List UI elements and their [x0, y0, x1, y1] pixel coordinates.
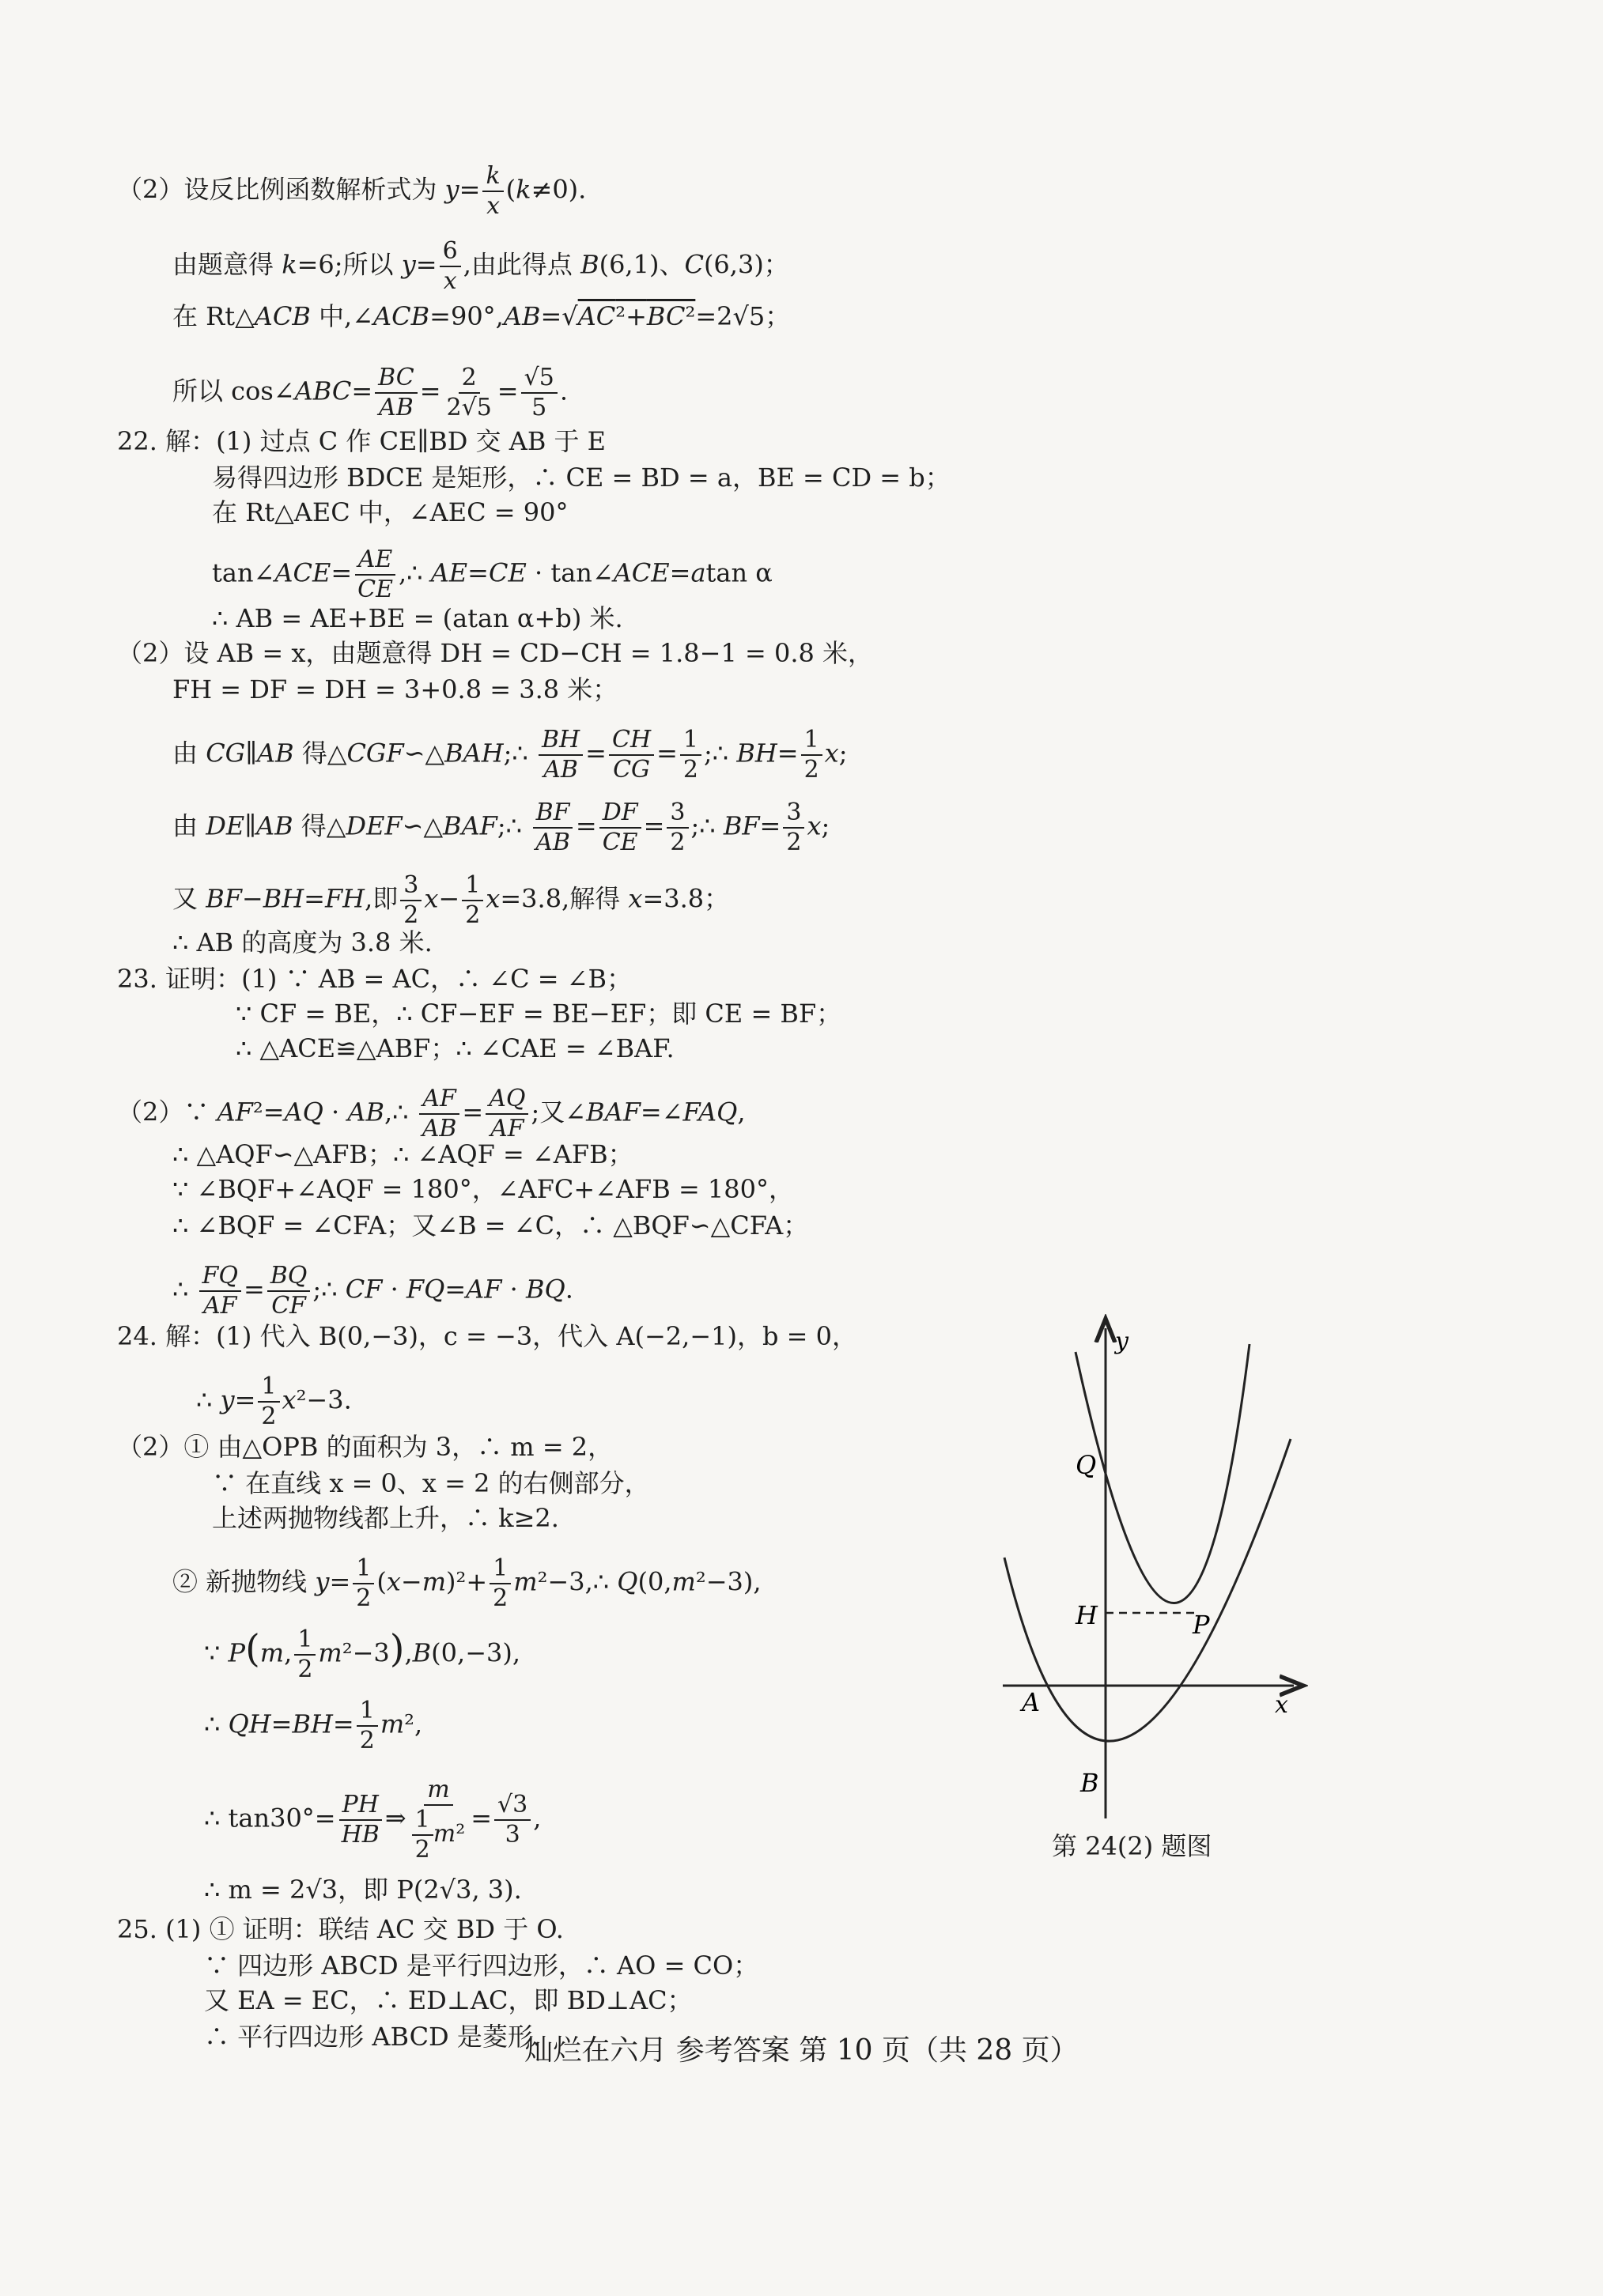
q25-line3: 又 EA = EC，∴ ED⊥AC，即 BD⊥AC； — [204, 1985, 693, 2015]
q24-line7: ∵ P(m, $\frac{1}{2}$ m²−3),B(0,−3), — [204, 1626, 521, 1683]
label-B: B — [1080, 1768, 1099, 1798]
figure-caption: 第 24(2) 题图 — [1052, 1831, 1212, 1861]
q21-line1: （2）设反比例函数解析式为 y= $\frac{k}{x}$ (k≠0). — [117, 162, 587, 220]
q23-line2: ∵ CF = BE，∴ CF−EF = BE−EF；即 CE = BF； — [236, 999, 842, 1029]
parabola-new — [1076, 1344, 1250, 1603]
q22-line3: 在 Rt△AEC 中，∠AEC = 90° — [212, 497, 569, 527]
q24-line5: 上述两抛物线都上升，∴ k≥2. — [212, 1503, 559, 1533]
q23-line5: ∴ △AQF∽△AFB；∴ ∠AQF = ∠AFB； — [172, 1139, 633, 1169]
q23-line7: ∴ ∠BQF = ∠CFA；又∠B = ∠C，∴ △BQF∽△CFA； — [172, 1210, 809, 1241]
q22-line10: 又 BF−BH=FH,即 $\frac{3}{2}$ x− $\frac{1}{2}$ x=3.8,解得 x=3.8； — [172, 871, 730, 929]
q25-line2: ∵ 四边形 ABCD 是平行四边形，∴ AO = CO； — [204, 1950, 759, 1981]
q22-line1: 22. 解：(1) 过点 C 作 CE∥BD 交 AB 于 E — [117, 426, 607, 456]
q24-line3: （2）① 由△OPB 的面积为 3，∴ m = 2， — [117, 1432, 614, 1462]
q24-line8: ∴ QH=BH= $\frac{1}{2}$ m², — [204, 1697, 423, 1754]
q23-line8: ∴ $\frac{FQ}{AF}$ = $\frac{BQ}{CF}$ ;∴ CF · FQ=AF · BQ. — [172, 1262, 573, 1320]
label-y: y — [1115, 1327, 1129, 1355]
parabola-original — [1004, 1439, 1291, 1741]
q22-line8: 由 CG∥AB 得△CGF∽△BAH;∴ $\frac{BH}{AB}$ = $\frac{CH}{CG}$ = $\frac{1}{2}$ ;∴ BH= $\frac{1}{2}$ x; — [172, 726, 848, 784]
q23-line3: ∴ △ACE≌△ABF；∴ ∠CAE = ∠BAF. — [236, 1033, 675, 1063]
label-P: P — [1193, 1610, 1210, 1640]
q21-line4: 所以 cos∠ABC= $\frac{BC}{AB}$ = $\frac{2}{2√5}$ = $\frac{√5}{5}$ . — [172, 364, 568, 421]
q22-line9: 由 DE∥AB 得△DEF∽△BAF;∴ $\frac{BF}{AB}$ = $\frac{DF}{CE}$ = $\frac{3}{2}$ ;∴ BF= $\frac{3}{2}$ x; — [172, 799, 830, 856]
q24-line1: 24. 解：(1) 代入 B(0,−3)，c = −3，代入 A(−2,−1)，b = 0， — [117, 1321, 857, 1351]
q25-line1: 25. (1) ① 证明：联结 AC 交 BD 于 O. — [117, 1914, 564, 1944]
q24-line4: ∵ 在直线 x = 0、x = 2 的右侧部分， — [212, 1468, 650, 1498]
q24-line10: ∴ m = 2√3，即 P(2√3, 3). — [204, 1875, 522, 1905]
q24-line9: ∴ tan30°= $\frac{PH}{HB}$ ⇒ m $\frac{1}{2}$ m² = $\frac{√3}{3}$ , — [204, 1776, 542, 1864]
q22-line7: FH = DF = DH = 3+0.8 = 3.8 米； — [172, 674, 618, 704]
label-x: x — [1275, 1691, 1288, 1719]
q24-line2: ∴ y= $\frac{1}{2}$ x²−3. — [196, 1373, 352, 1430]
q22-line11: ∴ AB 的高度为 3.8 米. — [172, 927, 433, 957]
page-footer: 灿烂在六月 参考答案 第 10 页（共 28 页） — [524, 2034, 1079, 2067]
q25-line4: ∴ 平行四边形 ABCD 是菱形. — [204, 2022, 542, 2052]
q24-line6: ② 新抛物线 y= $\frac{1}{2}$ (x−m)²+ $\frac{1}{2}$ m²−3,∴ Q(0,m²−3), — [172, 1554, 762, 1612]
q21-line3: 在 Rt△ACB 中,∠ACB=90°,AB=√AC²+BC²=2√5； — [172, 301, 791, 331]
q21-line2: 由题意得 k=6;所以 y= $\frac{6}{x}$ ,由此得点 B(6,1)、C(6,3)； — [172, 237, 789, 295]
q23-line1: 23. 证明：(1) ∵ AB = AC，∴ ∠C = ∠B； — [117, 964, 633, 994]
q23-line6: ∵ ∠BQF+∠AQF = 180°，∠AFC+∠AFB = 180°， — [172, 1174, 795, 1204]
q22-line6: （2）设 AB = x，由题意得 DH = CD−CH = 1.8−1 = 0.8 米， — [117, 638, 874, 668]
q22-line5: ∴ AB = AE+BE = (atan α+b) 米. — [212, 603, 623, 633]
label-A: A — [1022, 1687, 1041, 1717]
label-Q: Q — [1076, 1450, 1097, 1480]
q22-line4: tan∠ACE= $\frac{AE}{CE}$ ,∴ AE=CE · tan∠ACE=atan α — [212, 546, 773, 603]
q22-line2: 易得四边形 BDCE 是矩形，∴ CE = BD = a，BE = CD = b； — [212, 463, 951, 493]
q23-line4: （2）∵ AF²=AQ · AB,∴ $\frac{AF}{AB}$ = $\frac{AQ}{AF}$ ;又∠BAF=∠FAQ, — [117, 1085, 746, 1142]
label-H: H — [1076, 1600, 1098, 1630]
